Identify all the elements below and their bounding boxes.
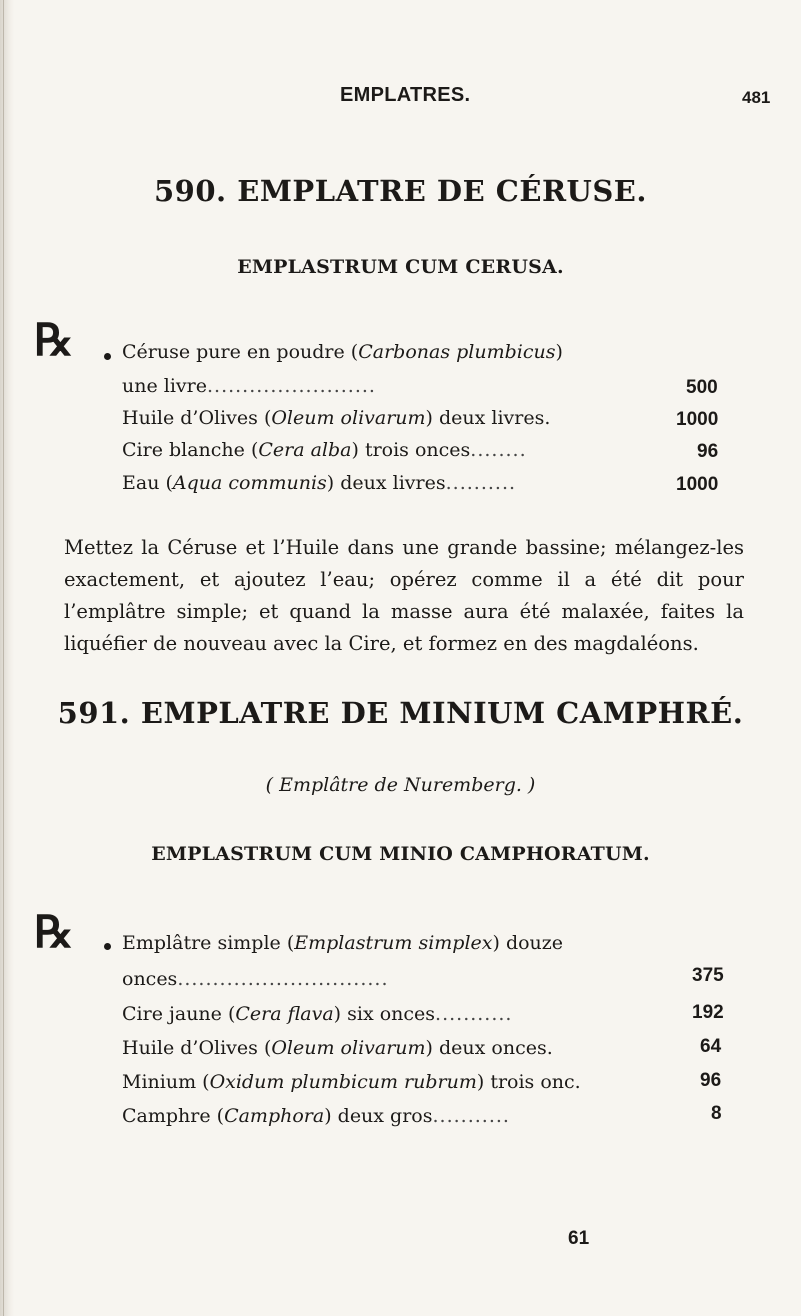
page-number: 481	[742, 88, 771, 107]
ingredient-line: Minium (Oxidum plumbicum rubrum) trois onc.	[122, 1071, 581, 1093]
bullet-icon	[104, 353, 111, 360]
ingredient-quantity: 96	[700, 1070, 722, 1091]
ingredient-line: Huile d’Olives (Oleum olivarum) deux onces.	[122, 1037, 553, 1059]
section-591-title: 591. EMPLATRE DE MINIUM CAMPHRÉ.	[57, 696, 744, 730]
ingredient-line: Camphre (Camphora) deux gros...........	[122, 1105, 510, 1127]
recipe-symbol-590: ℞	[34, 316, 74, 365]
ingredient-quantity: 192	[692, 1002, 724, 1023]
ingredient-line: Huile d’Olives (Oleum olivarum) deux livres.	[122, 407, 551, 429]
ingredient-quantity: 8	[711, 1103, 722, 1124]
ingredient-quantity: 64	[700, 1036, 722, 1057]
ingredient-line: Cire blanche (Cera alba) trois onces........	[122, 439, 527, 461]
section-591-latin-title: EMPLASTRUM CUM MINIO CAMPHORATUM.	[151, 843, 650, 865]
section-590-latin-title: EMPLASTRUM CUM CERUSA.	[237, 256, 564, 278]
section-591-subtitle: ( Emplâtre de Nuremberg. )	[265, 774, 536, 796]
ingredient-line: onces..............................	[122, 968, 389, 990]
ingredient-quantity: 1000	[676, 409, 719, 430]
ingredient-line: une livre........................	[122, 375, 376, 397]
section-590-instructions: Mettez la Céruse et l’Huile dans une grande bassine; mélangez-les exactement, et ajoutez l’eau; opérez comme il a été dit pour l’emplâtre simple; et quand la masse aura été malaxée, faites la liquéfier de nouveau avec la Cire, et formez en des magdaléons.	[64, 536, 744, 655]
running-title: EMPLATRES.	[340, 84, 471, 106]
ingredient-quantity: 1000	[676, 474, 719, 495]
ingredient-quantity: 375	[692, 965, 724, 986]
ingredient-line: Céruse pure en poudre (Carbonas plumbicus)	[122, 341, 563, 363]
section-590-title: 590. EMPLATRE DE CÉRUSE.	[154, 174, 647, 208]
ingredient-line: Cire jaune (Cera flava) six onces...........	[122, 1003, 513, 1025]
ingredient-line: Emplâtre simple (Emplastrum simplex) douze	[122, 932, 564, 954]
recipe-symbol-591: ℞	[34, 908, 74, 957]
ingredient-quantity: 500	[686, 377, 718, 398]
ingredient-quantity: 96	[697, 441, 719, 462]
running-head	[0, 84, 801, 114]
ingredient-line: Eau (Aqua communis) deux livres..........	[122, 472, 517, 494]
signature-mark: 61	[568, 1228, 590, 1249]
bullet-icon	[104, 943, 111, 950]
